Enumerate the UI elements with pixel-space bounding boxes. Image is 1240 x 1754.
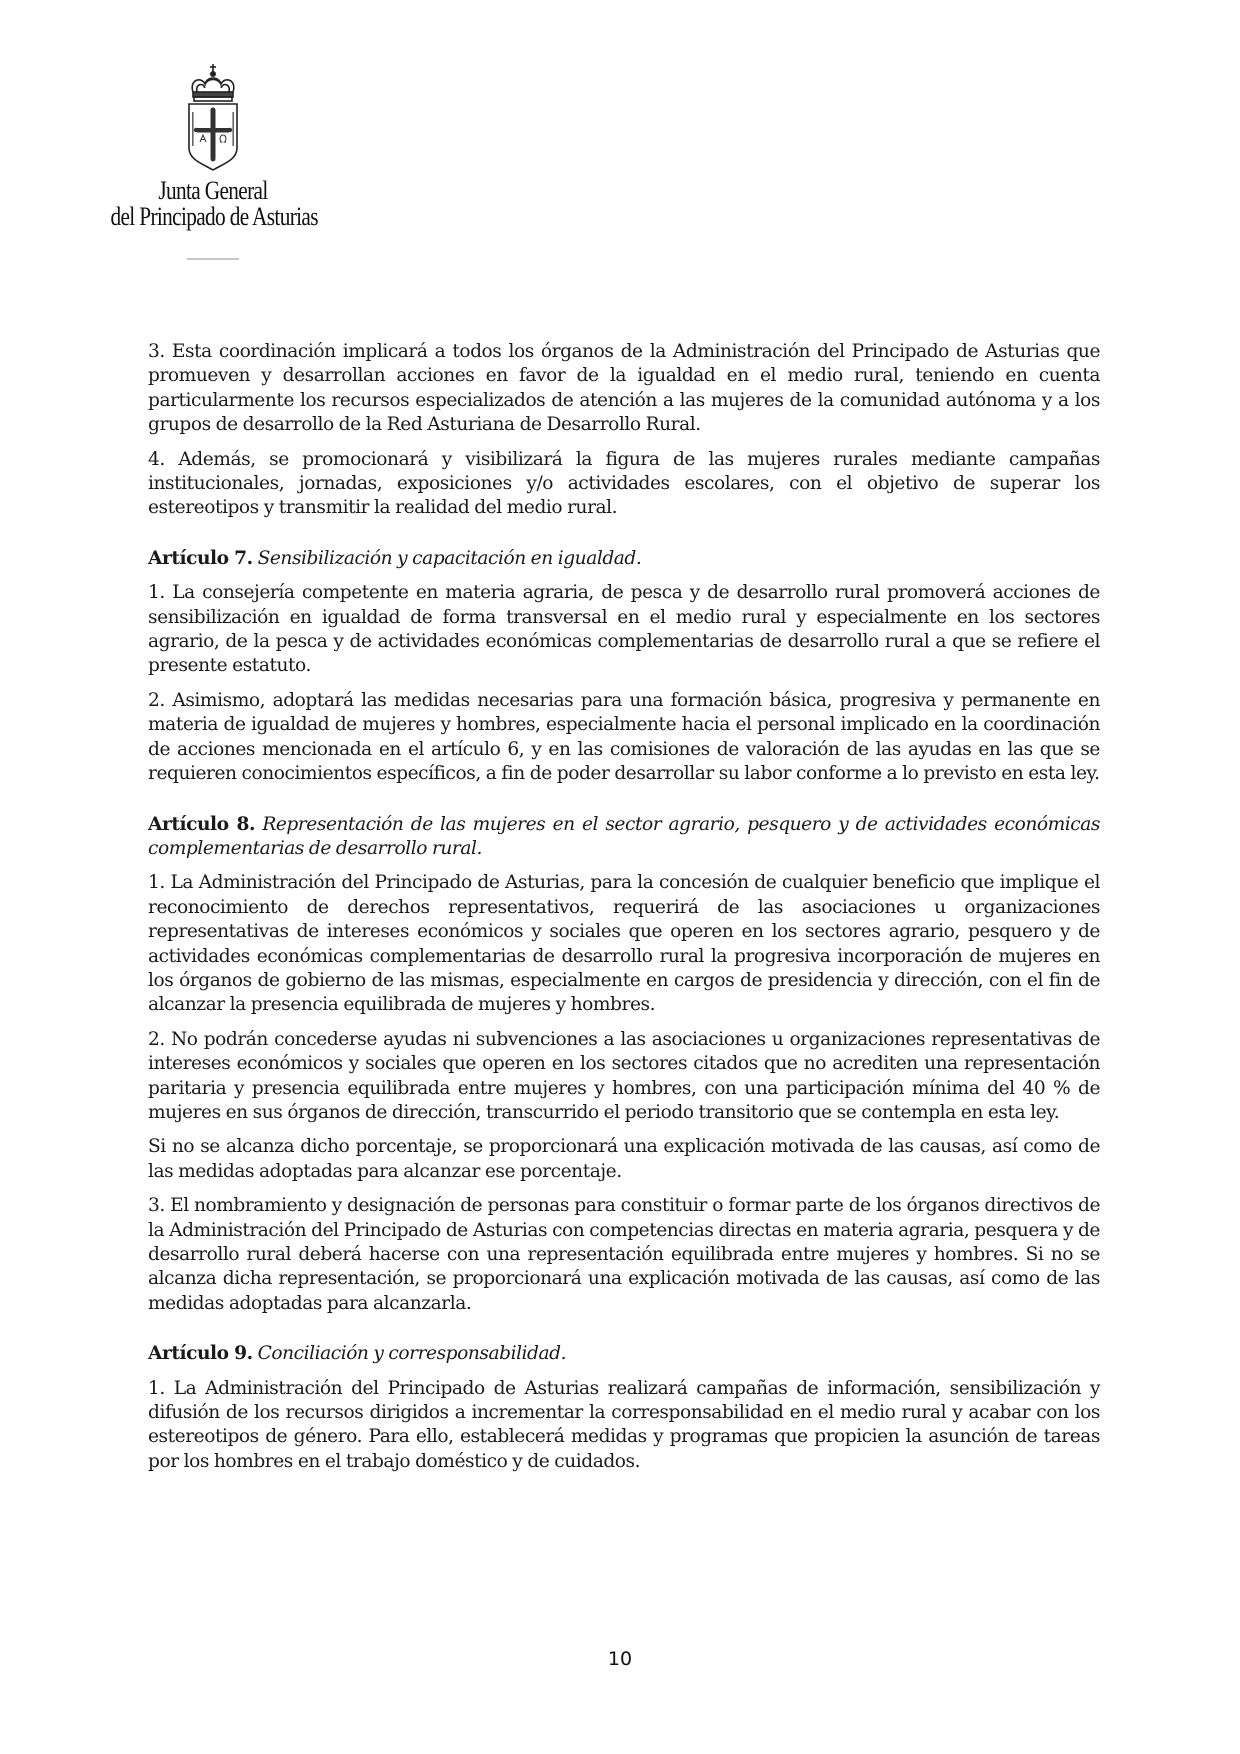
institution-name-line2: del Principado de Asturias bbox=[110, 202, 318, 231]
article-9-paragraph-1: 1. La Administración del Principado de Asturias realizará campañas de información, sensibilización y difusión de los recursos dirigidos a incrementar la corresponsabilidad en el medio rural y acabar con los estereotipos de género. Para ello, establecerá medidas y programas que propicien la asunción de tareas por los hombres en el trabajo doméstico y de cuidados. bbox=[148, 1377, 1100, 1472]
article-8-paragraph-3: 3. El nombramiento y designación de personas para constituir o formar parte de los órganos directivos de la Administración del Principado de Asturias con competencias directas en materia agraria, pesquera y de desarrollo rural deberá hacerse con una representación equilibrada entre mujeres y hombres. Si no se alcanza dicha representación, se proporcionará una explicación motivada de las causas, así como de las medidas adoptadas para alcanzarla. bbox=[148, 1195, 1100, 1314]
article-9-heading bbox=[148, 1342, 1100, 1366]
article-7-paragraph-1: 1. La consejería competente en materia agraria, de pesca y de desarrollo rural promoverá acciones de sensibilización en igualdad de forma transversal en el medio rural y especialmente en los sectores agrario, de la pesca y de actividades económicas complementarias de desarrollo rural a que se refiere el presente estatuto. bbox=[148, 582, 1100, 677]
article-6-paragraph-4: 4. Además, se promocionará y visibilizará la figura de las mujeres rurales mediante campañas institucionales, jornadas, exposiciones y/o actividades escolares, con el objetivo de superar los estereotipos y transmitir la realidad del medio rural. bbox=[148, 448, 1100, 519]
article-8-title: Representación de las mujeres en el sector agrario, pesquero y de actividades económicas complementarias de desarrollo rural. bbox=[148, 813, 1100, 859]
page-number: 10 bbox=[607, 1648, 633, 1670]
article-6-paragraph-3: 3. Esta coordinación implicará a todos los órganos de la Administración del Principado de Asturias que promueven y desarrollan acciones en favor de la igualdad en el medio rural, teniendo en cuenta particularmente los recursos especializados de atención a las mujeres de la comunidad autónoma y a los grupos de desarrollo de la Red Asturiana de Desarrollo Rural. bbox=[148, 341, 1100, 436]
logo-divider bbox=[187, 258, 239, 260]
institution-logo bbox=[88, 62, 338, 260]
document-body bbox=[148, 340, 1100, 1484]
coat-of-arms-icon bbox=[183, 62, 243, 172]
article-9-number: Artículo 9. bbox=[148, 1343, 253, 1365]
article-7-heading bbox=[148, 547, 1100, 571]
article-8-paragraph-2-note: Si no se alcanza dicho porcentaje, se proporcionará una explicación motivada de las causas, así como de las medidas adoptadas para alcanzar ese porcentaje. bbox=[148, 1136, 1100, 1182]
article-8-paragraph-2: 2. No podrán concederse ayudas ni subvenciones a las asociaciones u organizaciones representativas de intereses económicos y sociales que operen en los sectores citados que no acrediten una representación paritaria y presencia equilibrada entre mujeres y hombres, con una participación mínima del 40 % de mujeres en sus órganos de dirección, transcurrido el periodo transitorio que se contempla en esta ley. bbox=[148, 1028, 1100, 1123]
article-8-heading bbox=[148, 813, 1100, 862]
article-7-title: Sensibilización y capacitación en igualdad. bbox=[257, 547, 642, 569]
article-7-paragraph-2: 2. Asimismo, adoptará las medidas necesarias para una formación básica, progresiva y permanente en materia de igualdad de mujeres y hombres, especialmente hacia el personal implicado en la coordinación de acciones mencionada en el artículo 6, y en las comisiones de valoración de las ayudas en las que se requieren conocimientos específicos, a fin de poder desarrollar su labor conforme a lo previsto en esta ley. bbox=[148, 689, 1100, 785]
article-8-paragraph-1: 1. La Administración del Principado de Asturias, para la concesión de cualquier beneficio que implique el reconocimiento de derechos representativos, requerirá de las asociaciones u organizaciones representativas de intereses económicos y sociales que operen en los sectores agrario, pesquero y de actividades económicas complementarias de desarrollo rural la progresiva incorporación de mujeres en los órganos de gobierno de las mismas, especialmente en cargos de presidencia y dirección, con el fin de alcanzar la presencia equilibrada de mujeres y hombres. bbox=[148, 872, 1100, 1016]
article-9-title: Conciliación y corresponsabilidad. bbox=[257, 1343, 567, 1365]
article-7-number: Artículo 7. bbox=[148, 547, 253, 569]
article-8-number: Artículo 8. bbox=[148, 813, 255, 835]
institution-name-line1: Junta General bbox=[158, 176, 268, 205]
